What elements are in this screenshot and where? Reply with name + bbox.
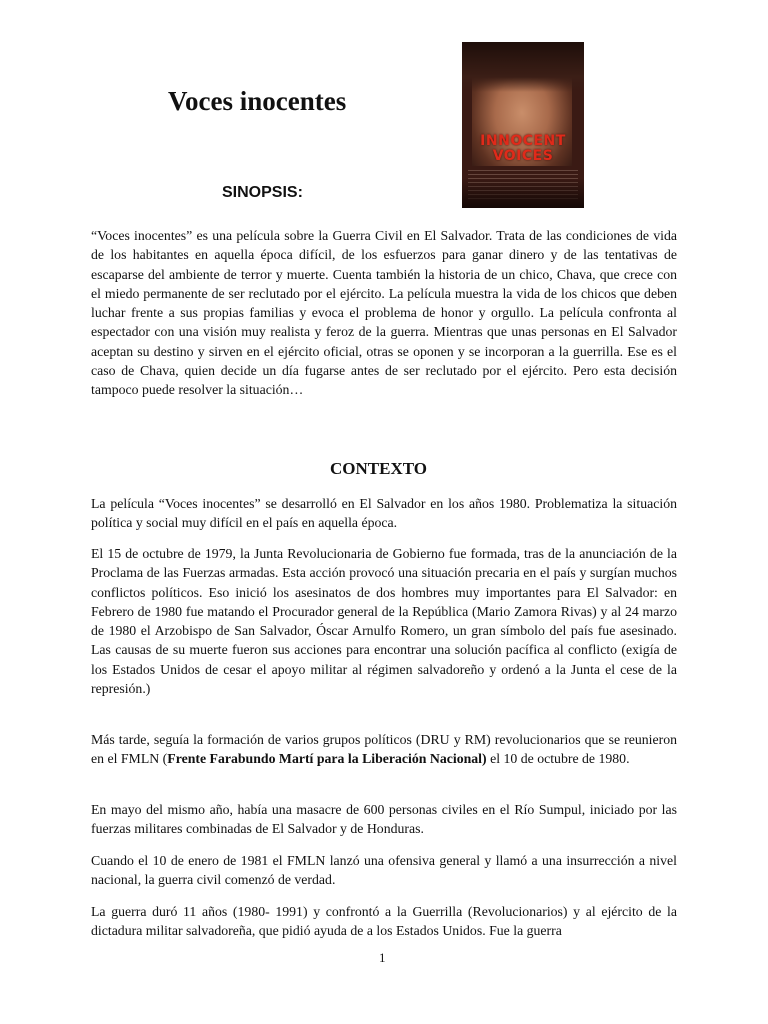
- document-title: Voces inocentes: [168, 86, 347, 116]
- contexto-paragraph-6: La guerra duró 11 años (1980- 1991) y confrontó a la Guerrilla (Revolucionarios) y al ejército de la dictadura militar salvadoreña, que pidió ayuda de a los Estados Unidos. Fue la guerra: [91, 904, 677, 939]
- sinopsis-heading: SINOPSIS:: [222, 184, 303, 201]
- poster-title-line1: INNOCENT: [480, 133, 566, 149]
- contexto-heading: CONTEXTO: [330, 459, 427, 478]
- page-number: 1: [379, 950, 386, 965]
- contexto-paragraph-3-end: el 10 de octubre de 1980.: [486, 751, 630, 767]
- poster-title-line2: VOICES: [492, 148, 554, 164]
- sinopsis-paragraph: “Voces inocentes” es una película sobre la Guerra Civil en El Salvador. Trata de las condiciones de vida de los habitantes en aquella época difícil, de los esfuerzos para ganar dinero y de las tentativas de escaparse del ambiente de terror y muerte. Cuenta también la historia de un chico, Chava, que crece con el miedo permanente de ser reclutado por el ejército. La película muestra la vida de los chicos que deben luchar frente a sus propias familias y evoca el problema de honor y orgullo. La película confronta al espectador con una visión muy realista y feroz de la guerra. Mientras que unas personas en El Salvador aceptan su destino y sirven en el ejército oficial, otras se oponen y se incorporan a la guerrilla. Ese es el caso de Chava, quien decide un día fugarse antes de ser reclutado por el ejército. Pero esta decisión tampoco puede resolver la situación…: [91, 228, 677, 398]
- contexto-paragraph-2: El 15 de octubre de 1979, la Junta Revolucionaria de Gobierno fue formada, tras de la anunciación de la Proclama de las Fuerzas armadas. Esta acción provocó una situación precaria en el país y surgían muchos conflictos políticos. Eso inició los asesinatos de dos hombres muy importantes para El Salvador: en Febrero de 1980 fue matando el Procurador general de la República (Mario Zamora Rivas) y al 24 marzo de 1980 el Arzobispo de San Salvador, Óscar Arnulfo Romero, un gran símbolo del país fue asesinado. Las causas de su muerte fueron sus acciones para encontrar una solución pacífica al conflicto (exigía de los Estados Unidos de cesar el apoyo militar al régimen salvadoreño y ordenó a la Junta el cese de la represión.): [91, 546, 677, 697]
- poster-bottom-shade: [462, 178, 584, 208]
- contexto-paragraph-3: [91, 730, 677, 769]
- movie-poster-image: [462, 42, 584, 208]
- contexto-paragraph-1: La película “Voces inocentes” se desarrolló en El Salvador en los años 1980. Problematiza la situación política y social muy difícil en el país en aquella época.: [91, 496, 677, 531]
- poster-hair-illustration: [462, 42, 584, 92]
- contexto-paragraph-5: Cuando el 10 de enero de 1981 el FMLN lanzó una ofensiva general y llamó a una insurrección a nivel nacional, la guerra civil comenzó de verdad.: [91, 853, 677, 888]
- fmln-full-name: Frente Farabundo Martí para la Liberación Nacional): [167, 751, 487, 767]
- contexto-paragraph-4: En mayo del mismo año, había una masacre de 600 personas civiles en el Río Sumpul, iniciado por las fuerzas militares combinadas de El Salvador y de Honduras.: [91, 802, 677, 837]
- poster-title: [462, 134, 584, 164]
- contexto-paragraph-3-start: Más tarde, seguía la formación de varios grupos políticos (DRU y RM) revolucionarios que se reunieron en el FMLN (: [91, 732, 677, 767]
